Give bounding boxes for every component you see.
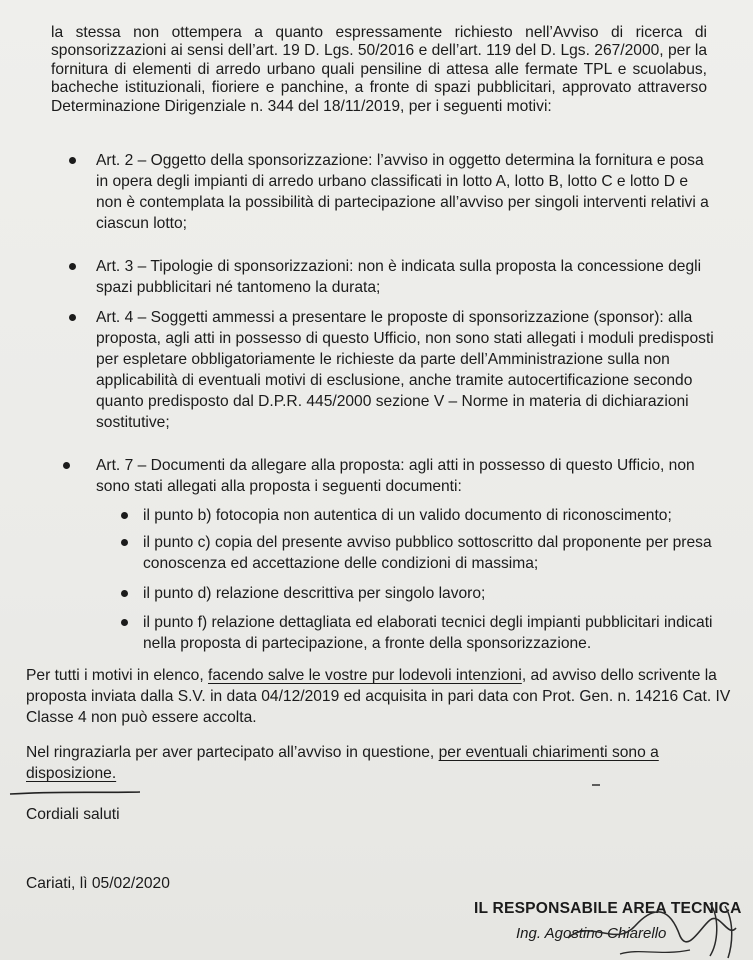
list-item bbox=[96, 256, 716, 307]
conclusion-text: Per tutti i motivi in elenco, bbox=[26, 667, 209, 684]
intro-paragraph: la stessa non ottempera a quanto espressamente richiesto nell’Avviso di ricerca di sponsorizzazioni ai sensi dell’art. 19 D. Lgs. 50/2016 e dell’art. 119 del D. Lgs. 267/2000, per la fornitura di elementi di arredo urbano quali pensiline di attesa alle fermate TPL e scuolabus, bacheche istituzionali, fioriere e panchine, a fronte di spazi pubblicitari, approvato attraverso Determinazione Dirigenziale n. 344 del 18/11/2019, per i seguenti motivi: bbox=[51, 24, 707, 115]
underlined-phrase: per eventuali chiarimenti sono a disposizione. bbox=[26, 744, 659, 782]
signatory-name: Ing. Agostino Chiarello bbox=[516, 925, 667, 942]
bullet-icon bbox=[121, 619, 128, 626]
document-text: il punto b) fotocopia non autentica di un valido documento di riconoscimento; bbox=[143, 507, 672, 524]
article-text: Art. 4 – Soggetti ammessi a presentare le proposte di sponsorizzazione (sponsor): alla proposta, agli atti in possesso di questo Ufficio, non sono stati allegati i moduli predisposti per espletare obbligatoriamente le richieste da parte dell’Amministrazione sulla non applicabilità di eventuali motivi di esclusione, anche tramite autocertificazione secondo quanto predisposto dal D.P.R. 445/2000 sezione V – Norme in materia di dichiarazioni sostitutive; bbox=[96, 309, 714, 431]
underlined-phrase: facendo salve le vostre pur lodevoli intenzioni bbox=[208, 667, 522, 684]
article-text: Art. 7 – Documenti da allegare alla proposta: agli atti in possesso di questo Ufficio, non sono stati allegati alla proposta i seguenti documenti: bbox=[96, 457, 695, 495]
article-text: Art. 2 – Oggetto della sponsorizzazione: l’avviso in oggetto determina la fornitura e posa in opera degli impianti di arredo urbano classificati in lotto A, lotto B, lotto C e lotto D e non è contemplata la possibilità di partecipazione all’avviso per singoli interventi relativi a ciascun lotto; bbox=[96, 152, 709, 232]
greeting: Cordiali saluti bbox=[26, 806, 120, 823]
pen-underline bbox=[0, 782, 753, 802]
bullet-icon bbox=[69, 263, 76, 270]
bullet-icon bbox=[69, 157, 76, 164]
signatory-title: IL RESPONSABILE AREA TECNICA bbox=[474, 900, 742, 917]
list-item bbox=[143, 612, 733, 654]
list-item bbox=[143, 583, 733, 612]
thanks-paragraph bbox=[26, 742, 732, 784]
bullet-icon bbox=[121, 539, 128, 546]
documents-list bbox=[143, 505, 733, 654]
conclusion-paragraph bbox=[26, 665, 732, 728]
document-text: il punto d) relazione descrittiva per singolo lavoro; bbox=[143, 585, 486, 602]
list-item bbox=[143, 505, 733, 532]
thanks-text: Nel ringraziarla per aver partecipato all’avviso in questione, bbox=[26, 744, 439, 761]
bullet-icon bbox=[121, 590, 128, 597]
bullet-icon bbox=[121, 512, 128, 519]
list-item bbox=[96, 455, 716, 497]
handwritten-signature bbox=[560, 898, 750, 960]
article-text: Art. 3 – Tipologie di sponsorizzazioni: non è indicata sulla proposta la concessione degli spazi pubblicitari né tantomeno la durata; bbox=[96, 258, 702, 296]
bullet-icon bbox=[69, 314, 76, 321]
place-date: Cariati, lì 05/02/2020 bbox=[26, 875, 170, 892]
list-item bbox=[143, 532, 733, 583]
document-text: il punto f) relazione dettagliata ed elaborati tecnici degli impianti pubblicitari indicati nella proposta di partecipazione, a fronte della sponsorizzazione. bbox=[143, 614, 713, 652]
articles-list bbox=[96, 150, 716, 497]
bullet-icon bbox=[63, 462, 70, 469]
document-text: il punto c) copia del presente avviso pubblico sottoscritto dal proponente per presa conoscenza ed accettazione delle condizioni di massima; bbox=[143, 534, 712, 572]
conclusion-text-end: , ad avviso dello scrivente la proposta inviata dalla S.V. in data 04/12/2019 ed acquisita in pari data con Prot. Gen. n. 14216 Cat. IV Classe 4 non può essere accolta. bbox=[26, 667, 731, 726]
list-item bbox=[96, 307, 716, 455]
list-item bbox=[96, 150, 716, 256]
